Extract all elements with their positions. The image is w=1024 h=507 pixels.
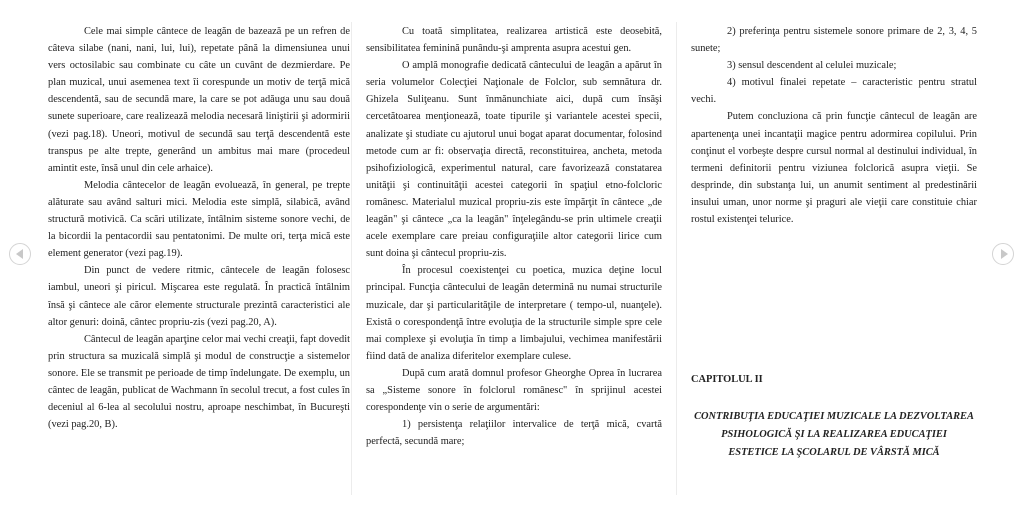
paragraph: Din punct de vedere ritmic, cântecele de leagăn folosesc iambul, uneori şi piricul. Mişcarea este regulată. În practică întâlnim însă şi cântece ale căror elemente structurale prezintă caracteristici ale altor genuri: doină, cântec propriu-zis (vezi pag.20, A). bbox=[48, 265, 350, 328]
chapter-title bbox=[691, 408, 977, 463]
paragraph: Melodia cântecelor de leagăn evoluează, în general, pe trepte alăturate sau având salturi mici. Melodia este simplă, silabică, având structură motivică. Ca scări utilizate, întâlnim sisteme sonore vechi, de la bicordii la pentacordii sau pentatonimi. De multe ori, terţa mică este element generator (vezi pag.19). bbox=[48, 179, 350, 260]
chapter-label: CAPITOLUL II bbox=[691, 374, 763, 385]
chapter-title-line: CONTRIBUŢIA EDUCAŢIEI MUZICALE LA DEZVOLTAREA bbox=[694, 411, 974, 422]
triangle-right-icon bbox=[1001, 249, 1008, 259]
page-divider bbox=[351, 22, 352, 495]
next-page-button[interactable] bbox=[992, 243, 1014, 265]
list-item: 3) sensul descendent al celulei muzicale; bbox=[727, 60, 897, 72]
list-item: 2) preferinţa pentru sistemele sonore primare de 2, 3, 4, 5 sunete; bbox=[691, 26, 977, 55]
paragraph: În procesul coexistenţei cu poetica, muzica deţine locul principal. Funcţia cântecului de leagăn determină nu numai structurile muzicale, dar şi particularităţile de interpretare ( tempo-ul, nuanţele). Există o corespondenţă între evoluţia de la structurile simple spre cele mai complexe şi evoluţia în timp a limbajului, vechimea manifestării fiind dată de analiza diferitelor exemplare culese. bbox=[366, 265, 662, 362]
document-page-3 bbox=[691, 0, 977, 495]
paragraph: După cum arată domnul profesor Gheorghe Oprea în lucrarea sa „Sisteme sonore în folclorul românesc" în sprijinul acestei corespondenţe vin o serie de argumentări: bbox=[366, 367, 662, 414]
paragraph: Cu toată simplitatea, realizarea artistică este deosebită, sensibilitatea feminină punându-şi amprenta asupra acestui gen. bbox=[366, 26, 662, 55]
list-item: 1) persistenţa relaţiilor intervalice de terţă mică, cvartă perfectă, secundă mare; bbox=[366, 419, 662, 448]
chapter-title-line: PSIHOLOGICĂ ŞI LA REALIZAREA EDUCAŢIEI bbox=[721, 429, 947, 441]
paragraph: Putem concluziona că prin funcţie cântecul de leagăn are apartenenţa unei incantaţii magice pentru adormirea copilului. Prin conţinut el vorbeşte despre cursul normal al destinului individual, în termeni definitorii pentru viziunea folclorică asupra vieţii. Se desprinde, din substanţa lui, un anumit sentiment al predestinării insului uman, unor norme şi praguri ale vieţii care constituie chiar rostul existenţei telurice. bbox=[691, 111, 977, 226]
page-divider bbox=[676, 22, 677, 495]
paragraph: O amplă monografie dedicată cântecului de leagăn a apărut în seria volumelor Colecţiei Naţionale de Folclor, sub semnătura dr. Ghizela Suliţeanu. Sunt înmănunchiate aici, după cum însăşi cercetătoarea menţionează, toate tipurile şi variantele acestei specii, analizate şi studiate cu ajutorul unui bogat aparat documentar, folosind metode cum ar fi: observaţia directă, reconstituirea, ancheta, metoda psihofiziologică, experimentul natural, care favorizează constatarea unităţii şi continuităţii acestei categorii în spaţiul etno-folcloric românesc. Materialul muzical propriu-zis este împărţit în cântece „de leagăn" şi cântece „ca la leagăn" înţelegându-se prin ultimele creaţii acele exemplare care preiau configuraţiile altor categorii lirice cum sunt doina şi cântecul propriu-zis. bbox=[366, 60, 662, 260]
triangle-left-icon bbox=[16, 249, 23, 259]
paragraph: Cântecul de leagăn aparţine celor mai vechi creaţii, fapt dovedit prin structura sa muzicală simplă şi modul de construcţie a sistemelor sonore. Ele se transmit pe perioade de timp îndelungate. De exemplu, un cântec de leagăn, publicat de Wachmann în secolul trecut, a fost cules în deceniul al 6-lea al secolului nostru, aproape neschimbat, în Bucureşti (vezi pag.20, B). bbox=[48, 333, 350, 431]
list-item: 4) motivul finalei repetate – caracteristic pentru stratul vechi. bbox=[691, 77, 977, 106]
document-page-2 bbox=[366, 0, 662, 495]
paragraph: Cele mai simple cântece de leagăn de bazează pe un refren de câteva silabe (nani, nani, lui, lui), repetate până la dimensiunea unui vers octosilabic sau combinate cu câte un cuvânt de dezmierdare. Pe plan muzical, unui asemenea text îi corespunde un motiv de terţă mică descendentă, sau de secundă mare, la care se pot adăuga unu sau două sunete superioare, care realizează melodia necesară liniştirii şi adormirii (vezi pag.18). Uneori, motivul de secundă sau terţă descendentă este transpus pe alte trepte, generând un ambitus mai mare (procedeul amintit este, însă unul din cele arhaice). bbox=[48, 26, 350, 174]
chapter-title-line: ESTETICE LA ŞCOLARUL DE VÂRSTĂ MICĂ bbox=[728, 447, 940, 459]
previous-page-button[interactable] bbox=[9, 243, 31, 265]
document-page-1 bbox=[48, 0, 350, 495]
